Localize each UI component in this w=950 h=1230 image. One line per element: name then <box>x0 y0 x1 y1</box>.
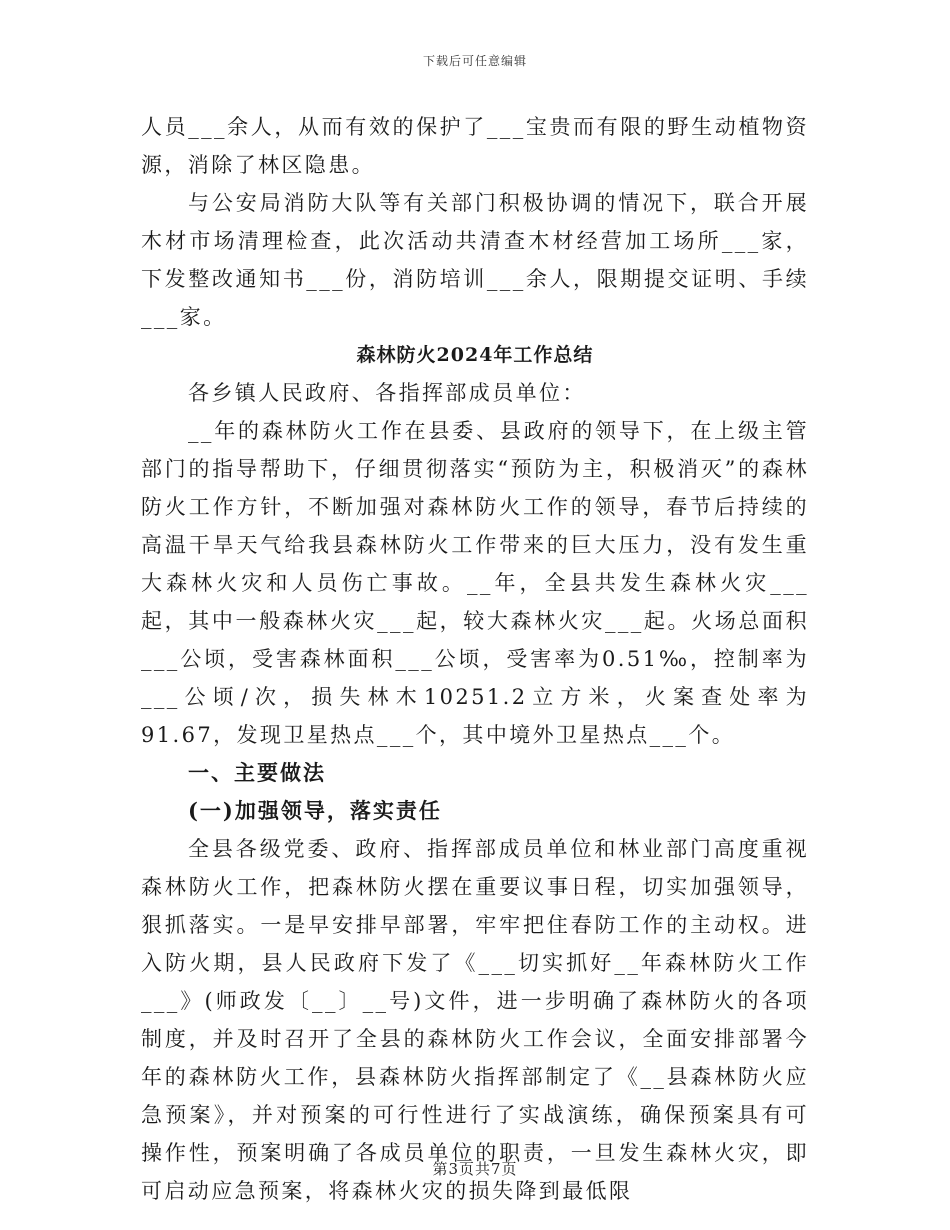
section-heading: 一、主要做法 <box>188 760 326 785</box>
subsection-heading: (一)加强领导，落实责任 <box>188 798 442 823</box>
document-body <box>141 108 809 1210</box>
paragraph-overview: __年的森林防火工作在县委、县政府的领导下，在上级主管部门的指导帮助下，仔细贯彻落实“预防为主，积极消灭”的森林防火工作方针，不断加强对森林防火工作的领导，春节后持续的高温干旱天气给我县森林防火工作带来的巨大压力，没有发生重大森林火灾和人员伤亡事故。__年，全县共发生森林火灾___起，其中一般森林火灾___起，较大森林火灾___起。火场总面积___公顷，受害森林面积___公顷，受害率为0.51‰，控制率为___公顷/次，损失林木10251.2立方米，火案查处率为91.67，发现卫星热点___个，其中境外卫星热点___个。 <box>141 419 809 747</box>
salutation: 各乡镇人民政府、各指挥部成员单位： <box>188 381 586 405</box>
paragraph-leadership: 全县各级党委、政府、指挥部成员单位和林业部门高度重视森林防火工作，把森林防火摆在重要议事日程，切实加强领导，狠抓落实。一是早安排早部署，牢牢把住春防工作的主动权。进入防火期，县人民政府下发了《___切实抓好__年森林防火工作___》(师政发〔__〕__号)文件，进一步明确了森林防火的各项制度，并及时召开了全县的森林防火工作会议，全面安排部署今年的森林防火工作，县森林防火指挥部制定了《__县森林防火应急预案》，并对预案的可行性进行了实战演练，确保预案具有可操作性，预案明确了各成员单位的职责，一旦发生森林火灾，即可启动应急预案，将森林火灾的损失降到最低限 <box>141 837 809 1203</box>
paragraph-continuation: 人员___余人，从而有效的保护了___宝贵而有限的野生动植物资源，消除了林区隐患。 <box>141 115 809 177</box>
document-title: 森林防火2024年工作总结 <box>356 344 594 366</box>
paragraph-inspection: 与公安局消防大队等有关部门积极协调的情况下，联合开展木材市场清理检查，此次活动共清查木材经营加工场所___家，下发整改通知书___份，消防培训___余人，限期提交证明、手续___家。 <box>141 191 809 329</box>
header-note: 下载后可任意编辑 <box>422 54 527 68</box>
page-number: 第3页共7页 <box>432 1160 518 1178</box>
